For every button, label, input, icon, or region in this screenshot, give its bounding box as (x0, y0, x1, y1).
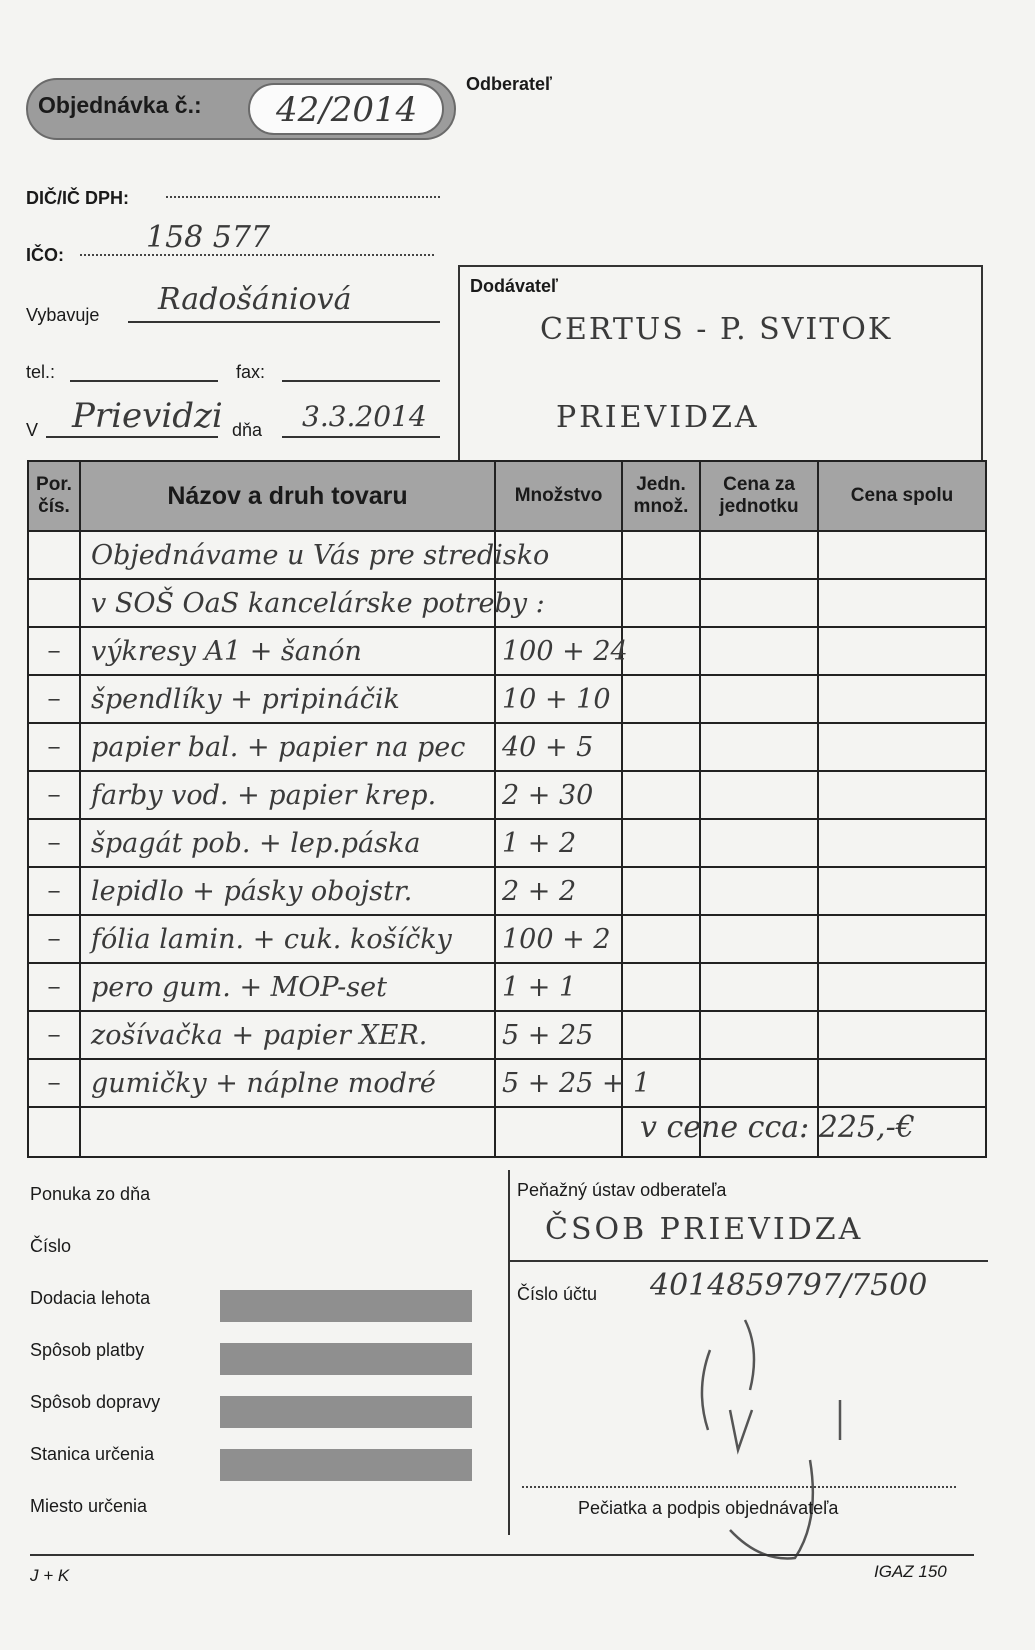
row-total (818, 531, 986, 579)
form-code: IGAZ 150 (874, 1562, 947, 1581)
row-unit (622, 819, 700, 867)
date-line (282, 436, 440, 438)
row-item-name: gumičky + náplne modré (80, 1059, 495, 1107)
stamp-label: Pečiatka a podpis objednávateľa (578, 1498, 839, 1518)
in-label: V (26, 420, 39, 440)
table-row (28, 579, 986, 627)
order-number-label: Objednávka č.: (38, 92, 202, 118)
row-number (28, 579, 80, 627)
table-row (28, 915, 986, 963)
fax-line (282, 380, 440, 382)
order-number-value: 42/2014 (276, 90, 418, 130)
signature (690, 1300, 890, 1570)
row-unit (622, 1011, 700, 1059)
row-item-name (80, 1107, 495, 1157)
transport-method-bar (220, 1396, 472, 1428)
row-number: – (28, 675, 80, 723)
table-row (28, 1059, 986, 1107)
row-item-name: farby vod. + papier krep. (80, 771, 495, 819)
offer-number-label: Číslo (30, 1236, 72, 1256)
payment-method-label: Spôsob platby (30, 1340, 145, 1360)
col-header-total: Cena spolu (818, 461, 986, 531)
row-item-name: zošívačka + papier XER. (80, 1011, 495, 1059)
table-header-row (28, 461, 986, 531)
row-unit (622, 771, 700, 819)
row-unit (622, 627, 700, 675)
bank-label: Peňažný ústav odberateľa (517, 1180, 727, 1200)
delivery-term-label: Dodacia lehota (30, 1288, 151, 1308)
col-header-name: Názov a druh tovaru (80, 461, 495, 531)
row-unit-price (700, 1011, 818, 1059)
row-unit (622, 531, 700, 579)
table-row (28, 771, 986, 819)
row-unit-price (700, 963, 818, 1011)
handled-by-line (128, 321, 440, 323)
date-label: dňa (232, 420, 263, 440)
transport-method-label: Spôsob dopravy (30, 1392, 161, 1412)
row-total (818, 675, 986, 723)
row-quantity: 40 + 5 (495, 723, 622, 771)
bottom-rule (30, 1554, 974, 1556)
fax-label: fax: (236, 362, 266, 382)
account-label: Číslo účtu (517, 1284, 598, 1304)
row-unit-price (700, 531, 818, 579)
footer-divider (508, 1170, 510, 1535)
table-row (28, 867, 986, 915)
handled-by-value: Radošániová (158, 282, 352, 317)
in-value: Prievidzi (72, 396, 223, 436)
row-number: – (28, 1011, 80, 1059)
row-total (818, 963, 986, 1011)
row-unit-price (700, 1059, 818, 1107)
bank-value: ČSOB PRIEVIDZA (545, 1212, 864, 1247)
tel-line (70, 380, 218, 382)
row-unit-price (700, 675, 818, 723)
row-quantity: 1 + 2 (495, 819, 622, 867)
col-header-unit-price: Cena za jednotku (700, 461, 818, 531)
row-unit (622, 723, 700, 771)
row-unit-price (700, 627, 818, 675)
destination-place-label: Miesto určenia (30, 1496, 148, 1516)
printer-mark: J + K (30, 1566, 70, 1585)
row-item-name: lepidlo + pásky obojstr. (80, 867, 495, 915)
row-unit (622, 867, 700, 915)
row-unit-price (700, 723, 818, 771)
row-quantity: 1 + 1 (495, 963, 622, 1011)
handled-by-label: Vybavuje (26, 305, 100, 325)
row-number: – (28, 723, 80, 771)
row-quantity: 5 + 25 (495, 1011, 622, 1059)
row-unit (622, 579, 700, 627)
supplier-city: PRIEVIDZA (556, 400, 760, 435)
row-unit-price (700, 771, 818, 819)
row-item-name: v SOŠ OaS kancelárske potreby : (80, 579, 495, 627)
table-row (28, 723, 986, 771)
tel-label: tel.: (26, 362, 56, 382)
row-unit (622, 915, 700, 963)
customer-heading: Odberateľ (466, 74, 552, 94)
row-number: – (28, 627, 80, 675)
row-number (28, 531, 80, 579)
row-quantity: 5 + 25 + 1 (495, 1059, 622, 1107)
row-quantity: 100 + 2 (495, 915, 622, 963)
ico-label: IČO: (26, 245, 64, 265)
row-total (818, 915, 986, 963)
table-row (28, 675, 986, 723)
date-value: 3.3.2014 (302, 400, 427, 433)
row-item-name: pero gum. + MOP-set (80, 963, 495, 1011)
row-number: – (28, 867, 80, 915)
row-quantity: 2 + 30 (495, 771, 622, 819)
row-unit (622, 675, 700, 723)
row-total (818, 771, 986, 819)
row-item-name: špagát pob. + lep.páska (80, 819, 495, 867)
row-unit-price (700, 867, 818, 915)
row-unit-price (700, 819, 818, 867)
row-number: – (28, 771, 80, 819)
row-quantity: 2 + 2 (495, 867, 622, 915)
dic-label: DIČ/IČ DPH: (26, 188, 129, 208)
row-item-name: papier bal. + papier na pec (80, 723, 495, 771)
account-value: 4014859797/7500 (650, 1268, 928, 1303)
offer-date-label: Ponuka zo dňa (30, 1184, 151, 1204)
row-item-name: fólia lamin. + cuk. košíčky (80, 915, 495, 963)
row-quantity: 100 + 24 (495, 627, 622, 675)
supplier-label: Dodávateľ (470, 276, 558, 296)
destination-station-bar (220, 1449, 472, 1481)
destination-station-label: Stanica určenia (30, 1444, 155, 1464)
row-unit-price (700, 579, 818, 627)
row-quantity (495, 1107, 622, 1157)
bank-underline (508, 1260, 988, 1262)
price-note: v cene cca: 225,-€ (640, 1110, 915, 1145)
row-total (818, 819, 986, 867)
row-total (818, 579, 986, 627)
row-number: – (28, 819, 80, 867)
delivery-term-bar (220, 1290, 472, 1322)
row-unit-price (700, 915, 818, 963)
col-header-num: Por. čís. (28, 461, 80, 531)
row-number: – (28, 1059, 80, 1107)
table-row (28, 531, 986, 579)
row-unit (622, 963, 700, 1011)
dic-dotted-line (166, 196, 440, 198)
row-item-name: Objednávame u Vás pre stredisko (80, 531, 495, 579)
col-header-unit: Jedn. množ. (622, 461, 700, 531)
row-total (818, 1059, 986, 1107)
row-number: – (28, 915, 80, 963)
table-row (28, 963, 986, 1011)
stamp-dotted-line (522, 1486, 956, 1488)
row-total (818, 1011, 986, 1059)
payment-method-bar (220, 1343, 472, 1375)
table-row (28, 1011, 986, 1059)
col-header-qty: Množstvo (495, 461, 622, 531)
row-total (818, 627, 986, 675)
row-quantity: 10 + 10 (495, 675, 622, 723)
row-total (818, 867, 986, 915)
table-row (28, 627, 986, 675)
row-item-name: špendlíky + pripináčik (80, 675, 495, 723)
row-number: – (28, 963, 80, 1011)
row-item-name: výkresy A1 + šanón (80, 627, 495, 675)
table-row (28, 819, 986, 867)
ico-value: 158 577 (146, 220, 271, 255)
in-line (46, 436, 218, 438)
row-total (818, 723, 986, 771)
order-items-table (27, 460, 987, 1158)
row-number (28, 1107, 80, 1157)
supplier-name: CERTUS - P. SVITOK (540, 312, 893, 347)
